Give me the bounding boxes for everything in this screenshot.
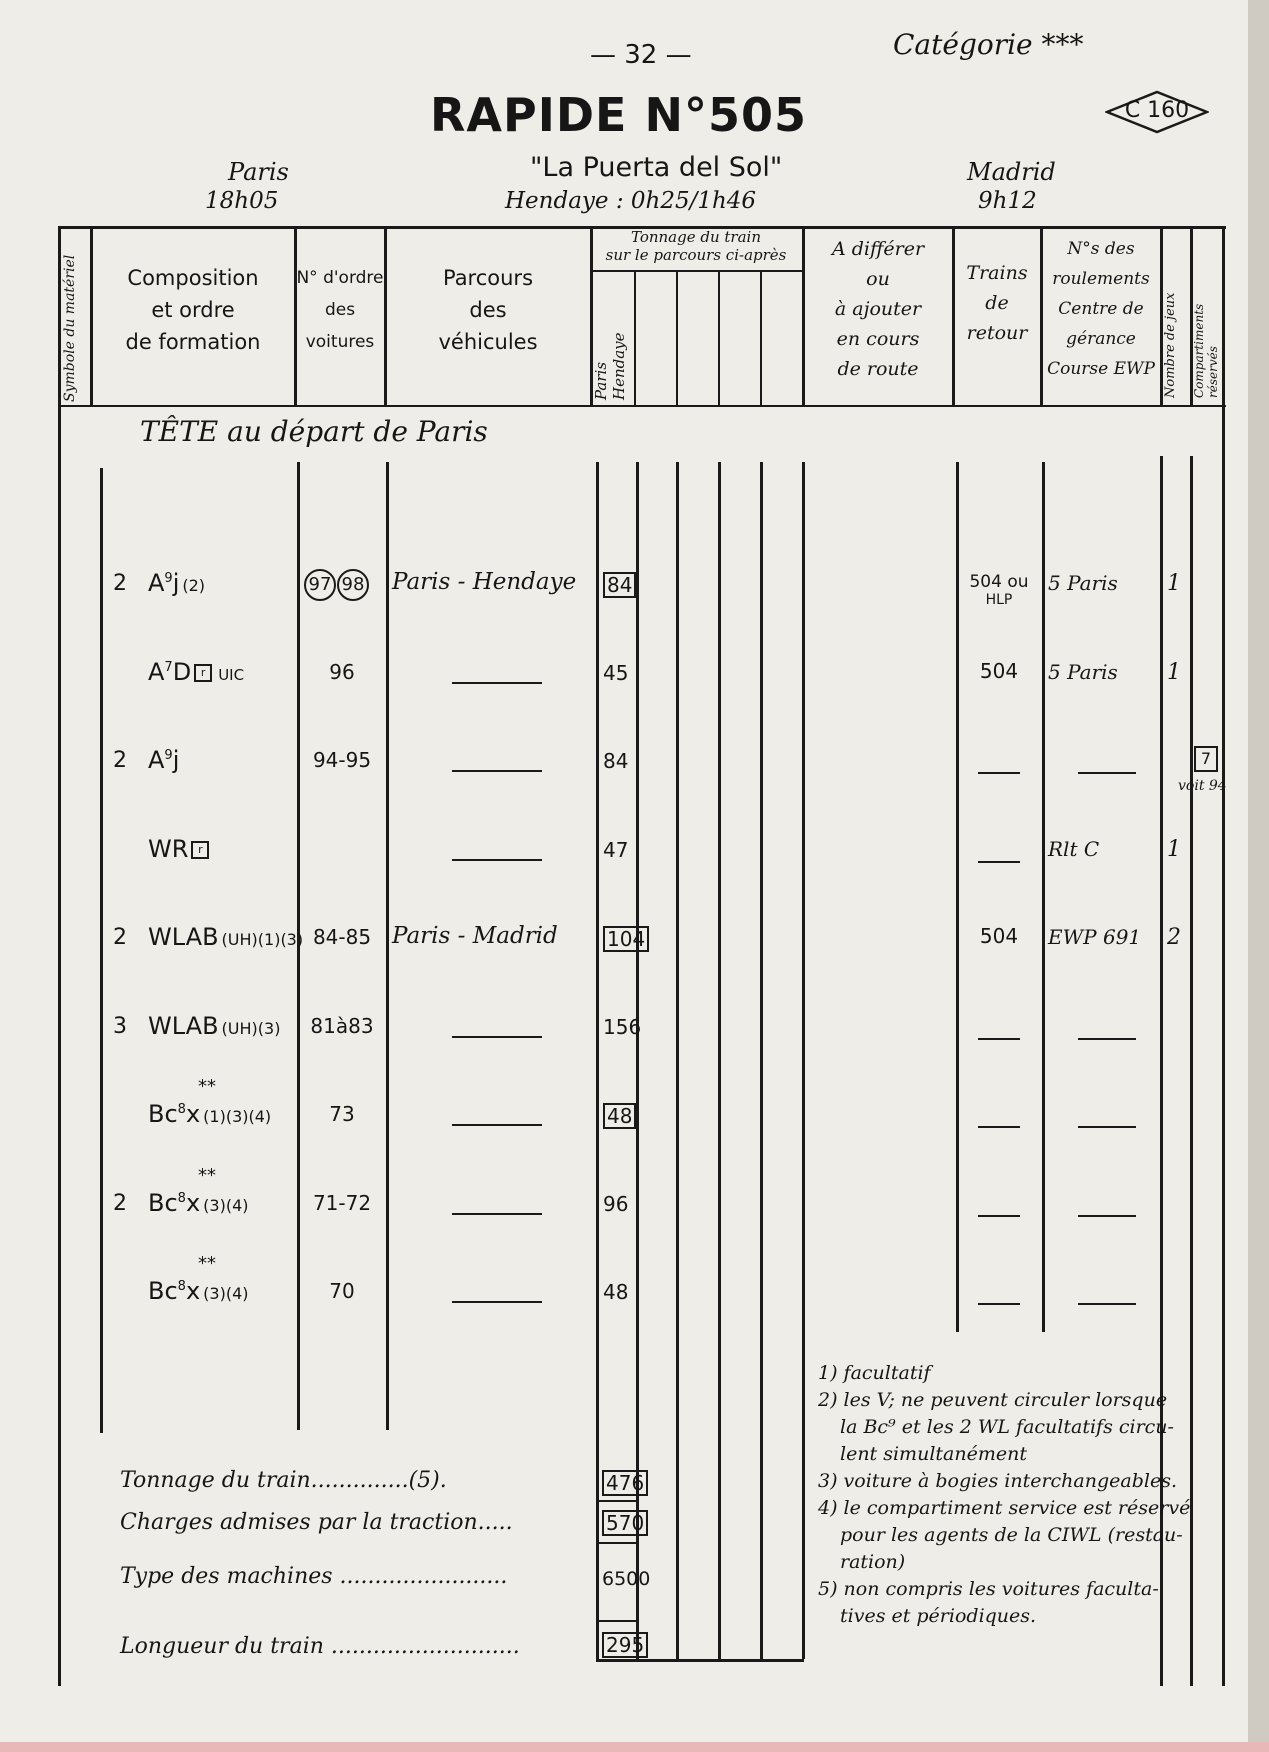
retour-line: 504 ou [969, 572, 1029, 592]
route-dash [452, 1301, 542, 1303]
vehicle-class-sup: 9 [164, 571, 173, 586]
row-order: 71-72 [312, 1191, 372, 1215]
route-dash [452, 770, 542, 772]
header-line: retour [966, 322, 1028, 344]
row-retour: 504 [979, 924, 1019, 948]
header-line: roulements [1052, 269, 1150, 289]
row-tonnage: 104 [603, 926, 649, 952]
header-line: Hendaye [610, 332, 628, 400]
retour-dash [978, 1126, 1020, 1128]
header-line: de route [837, 358, 919, 380]
header-line: gérance [1066, 329, 1136, 349]
row-tonnage: 84 [603, 572, 636, 598]
boxed-letter: r [194, 664, 212, 682]
body-col-line [100, 468, 103, 1433]
row-vehicle [148, 1100, 271, 1128]
vehicle-type: WLAB [148, 923, 219, 951]
vehicle-notes: (3)(4) [203, 1284, 249, 1303]
table-left-border [58, 226, 61, 1686]
row-vehicle [148, 658, 244, 686]
header-line: des [469, 298, 507, 322]
row-tonnage: 45 [603, 661, 629, 685]
footnote: ration) [840, 1551, 906, 1573]
row-qty: 2 [113, 1191, 127, 1216]
vehicle-notes: (3)(4) [203, 1196, 249, 1215]
body-col-line [596, 462, 599, 1659]
header-line: Compartiments [1192, 303, 1206, 398]
row-tonnage: 48 [603, 1280, 629, 1304]
row-stars: ** [198, 1165, 216, 1186]
row-vehicle [148, 1012, 280, 1040]
row-order: 70 [329, 1279, 355, 1303]
route-dash [452, 1213, 542, 1215]
row-route: Paris - Madrid [392, 923, 558, 949]
header-trains [954, 258, 1040, 348]
row-tonnage: 48 [603, 1103, 636, 1129]
header-line: et ordre [151, 298, 235, 322]
col-divider [802, 226, 805, 406]
row-roulement: 5 Paris [1048, 571, 1118, 595]
col-divider [718, 270, 720, 406]
summary-charges-value: 570 [602, 1510, 648, 1536]
header-jeux: Nombre de jeux [1163, 292, 1178, 398]
header-line: A différer [831, 238, 925, 260]
summary-rule [598, 1500, 636, 1502]
vehicle-type: Bc [148, 1277, 178, 1305]
col-divider [634, 270, 636, 406]
row-route: Paris - Hendaye [392, 569, 577, 595]
retour-dash [978, 1215, 1020, 1217]
summary-bottom-rule [596, 1659, 804, 1662]
row-qty: 2 [113, 571, 127, 596]
row-order-circled [304, 569, 370, 601]
row-vehicle [148, 923, 303, 951]
footnote: 3) voiture à bogies interchangeables. [818, 1470, 1177, 1492]
footnote: 1) facultatif [818, 1362, 931, 1384]
retour-dash [978, 861, 1020, 863]
header-parcours [388, 262, 588, 358]
vehicle-notes: (UH)(3) [221, 1019, 281, 1038]
row-reserve [1194, 746, 1218, 772]
vehicle-rest: j [172, 569, 180, 597]
vehicle-type: A [148, 746, 165, 774]
row-stars: ** [198, 1253, 216, 1274]
vehicle-class-sup: 9 [164, 748, 173, 763]
circled-number: 97 [304, 569, 336, 601]
row-roulement: 5 Paris [1048, 660, 1118, 684]
body-col-line [1042, 462, 1045, 1332]
header-roulements [1042, 234, 1160, 384]
header-line: Composition [127, 266, 259, 290]
row-vehicle [148, 569, 205, 597]
col-divider [90, 226, 93, 406]
header-tonnage [592, 228, 800, 264]
row-jeux: 1 [1167, 837, 1181, 862]
header-line: Paris [592, 361, 610, 400]
vehicle-rest: j [172, 746, 180, 774]
vehicle-rest: D [172, 658, 192, 686]
header-line: de formation [125, 330, 261, 354]
route-dash [452, 1124, 542, 1126]
header-line: sur le parcours ci-après [605, 246, 787, 264]
badge-label: C 160 [1124, 98, 1190, 123]
vehicle-type: Bc [148, 1189, 178, 1217]
footnote: 4) le compartiment service est réservé [818, 1497, 1191, 1519]
row-retour: 504 [979, 659, 1019, 683]
origin-label: Paris [228, 158, 289, 186]
vehicle-type: A [148, 658, 165, 686]
header-line: ou [866, 268, 890, 290]
vehicle-extra: UIC [218, 666, 245, 684]
row-jeux: 2 [1167, 925, 1181, 950]
header-line: voitures [305, 332, 375, 352]
header-line: Tonnage du train [630, 228, 761, 246]
roulement-dash [1078, 1126, 1136, 1128]
header-line: Parcours [442, 266, 534, 290]
vehicle-rest: x [185, 1277, 201, 1305]
retour-line: HLP [985, 592, 1013, 608]
row-vehicle [148, 746, 179, 774]
footnotes [818, 1360, 1238, 1630]
row-order: 73 [329, 1102, 355, 1126]
footnote: tives et périodiques. [840, 1605, 1037, 1627]
header-line: Course EWP [1047, 359, 1155, 379]
vehicle-notes: (1)(3)(4) [203, 1107, 272, 1126]
header-line: Trains [966, 262, 1028, 284]
page-edge [1248, 0, 1269, 1752]
vehicle-rest: x [185, 1100, 201, 1128]
body-col-line [802, 462, 805, 1659]
circled-number: 98 [337, 569, 369, 601]
page-number: — 32 — [590, 40, 692, 70]
summary-longueur-label: Longueur du train ........................... [120, 1634, 520, 1659]
vehicle-class-sup: 7 [164, 660, 173, 675]
header-line: réservés [1206, 346, 1220, 398]
header-symbole: Symbole du matériel [62, 254, 78, 402]
header-line: des [324, 300, 356, 320]
reserve-note: voit 94 [1178, 778, 1227, 794]
row-retour [958, 573, 1040, 609]
header-line: N°s des [1067, 239, 1135, 259]
col-divider [384, 226, 387, 406]
header-line: en cours [836, 328, 920, 350]
header-line: véhicules [438, 330, 538, 354]
route-dash [452, 1036, 542, 1038]
header-line: à ajouter [834, 298, 922, 320]
summary-longueur-value: 295 [602, 1632, 648, 1658]
body-col-line [760, 462, 763, 1659]
row-vehicle [148, 1277, 248, 1305]
col-divider [676, 270, 678, 406]
header-line: N° d'ordre [296, 268, 384, 288]
badge [1105, 90, 1209, 134]
row-order: 96 [329, 660, 355, 684]
reserve-box: 7 [1194, 746, 1218, 772]
page-title: RAPIDE N°505 [430, 88, 807, 142]
row-roulement: Rlt C [1048, 837, 1100, 861]
boxed-letter: r [191, 841, 209, 859]
footnote: la Bc⁹ et les 2 WL facultatifs circu- [840, 1416, 1174, 1438]
vehicle-class-sup: 8 [177, 1102, 186, 1117]
retour-dash [978, 1303, 1020, 1305]
route-dash [452, 682, 542, 684]
summary-rule [598, 1542, 636, 1544]
vehicle-notes: (UH)(1)(3) [221, 930, 304, 949]
header-bottom-rule [58, 405, 1226, 407]
vehicle-type: WLAB [148, 1012, 219, 1040]
origin-time: 18h05 [205, 188, 279, 214]
vehicle-type: WR [148, 835, 189, 863]
roulement-dash [1078, 1038, 1136, 1040]
destination-time: 9h12 [978, 188, 1037, 214]
vehicle-rest: x [185, 1189, 201, 1217]
train-name: "La Puerta del Sol" [530, 152, 783, 183]
header-ordre [296, 262, 384, 358]
header-composition [94, 262, 292, 358]
header-compartiments [1192, 233, 1220, 398]
category-label: Catégorie *** [893, 28, 1084, 61]
vehicle-notes: (2) [182, 576, 206, 595]
row-tonnage: 156 [603, 1015, 642, 1039]
summary-rule [598, 1620, 636, 1622]
row-vehicle [148, 835, 209, 863]
row-roulement: EWP 691 [1048, 925, 1142, 949]
col-divider [760, 270, 762, 406]
header-tonnage-paris-hendaye [592, 280, 628, 400]
header-line: de [985, 292, 1009, 314]
row-qty: 2 [113, 748, 127, 773]
row-qty: 2 [113, 925, 127, 950]
summary-tonnage-value: 476 [602, 1470, 648, 1496]
row-tonnage: 96 [603, 1192, 629, 1216]
row-tonnage: 47 [603, 838, 629, 862]
roulement-dash [1078, 772, 1136, 774]
vehicle-class-sup: 8 [177, 1279, 186, 1294]
header-differer [806, 234, 950, 384]
bottom-strip [0, 1742, 1269, 1752]
summary-tonnage-label: Tonnage du train..............(5). [120, 1468, 447, 1493]
hendaye-times: Hendaye : 0h25/1h46 [505, 188, 757, 214]
body-col-line [676, 462, 679, 1659]
roulement-dash [1078, 1215, 1136, 1217]
row-order: 94-95 [312, 748, 372, 772]
body-col-line [386, 462, 389, 1430]
row-order: 84-85 [312, 925, 372, 949]
retour-dash [978, 1038, 1020, 1040]
retour-dash [978, 772, 1020, 774]
footnote: 2) les V; ne peuvent circuler lorsque [818, 1389, 1168, 1411]
body-col-line [718, 462, 721, 1659]
row-jeux: 1 [1167, 571, 1181, 596]
vehicle-class-sup: 8 [177, 1191, 186, 1206]
tonnage-header-rule [590, 270, 802, 272]
vehicle-type: Bc [148, 1100, 178, 1128]
row-vehicle [148, 1189, 248, 1217]
tete-label: TÊTE au départ de Paris [140, 415, 488, 448]
summary-type-label: Type des machines ........................ [120, 1564, 508, 1589]
summary-type-value: 6500 [602, 1568, 651, 1590]
footnote: pour les agents de la CIWL (restau- [840, 1524, 1183, 1546]
roulement-dash [1078, 1303, 1136, 1305]
header-line: Centre de [1058, 299, 1144, 319]
summary-charges-label: Charges admises par la traction..... [120, 1510, 513, 1535]
vehicle-type: A [148, 569, 165, 597]
row-jeux: 1 [1167, 660, 1181, 685]
footnote: lent simultanément [840, 1443, 1027, 1465]
row-stars: ** [198, 1076, 216, 1097]
row-order: 81à83 [310, 1014, 374, 1038]
route-dash [452, 859, 542, 861]
destination-label: Madrid [967, 158, 1056, 186]
row-qty: 3 [113, 1014, 127, 1039]
footnote: 5) non compris les voitures faculta- [818, 1578, 1159, 1600]
row-tonnage: 84 [603, 749, 629, 773]
